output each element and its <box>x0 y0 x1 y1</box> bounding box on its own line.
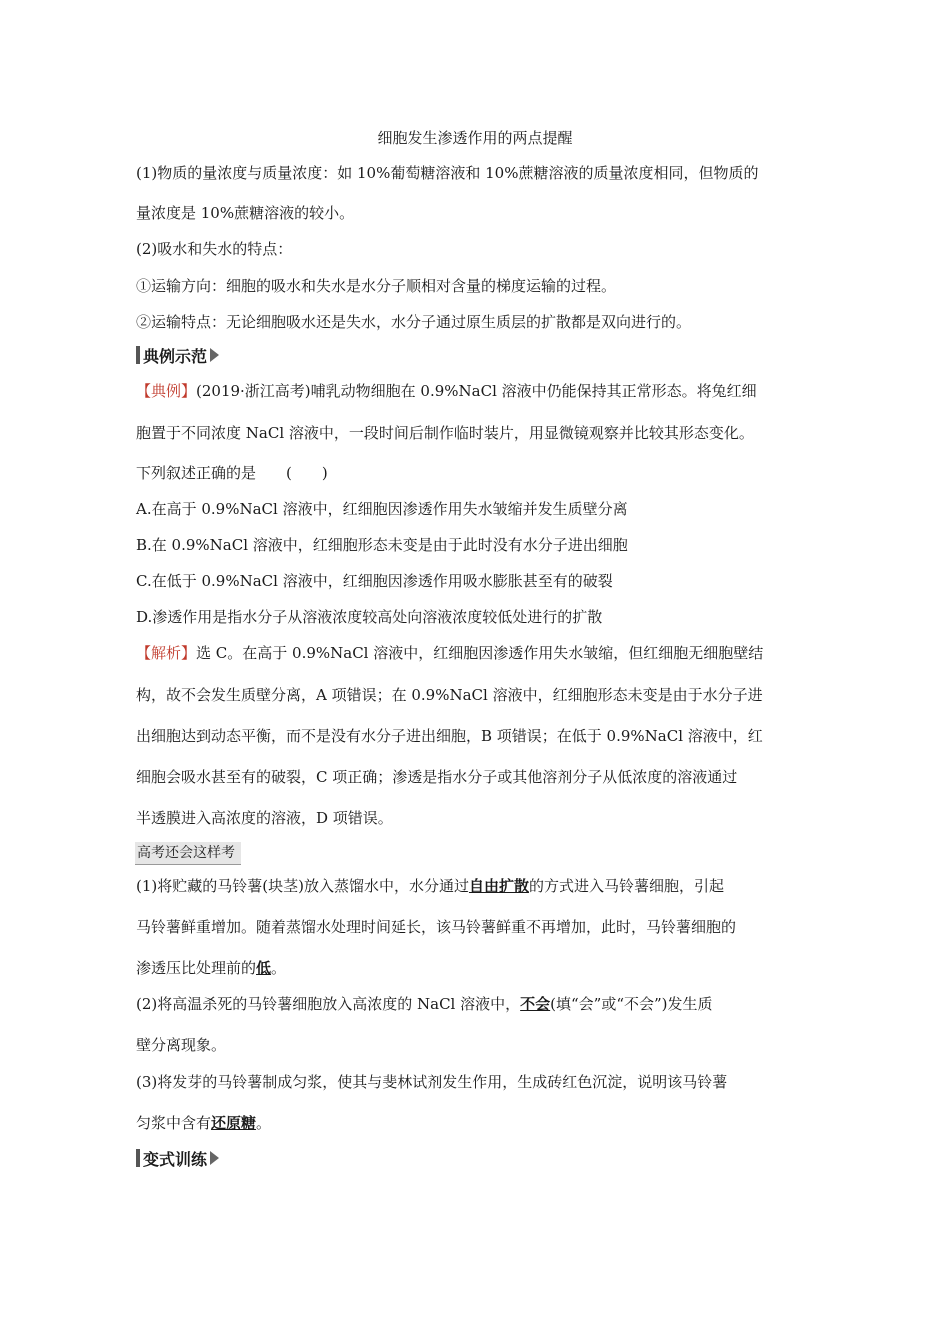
option-d: D.渗透作用是指水分子从溶液浓度较高处向溶液浓度较低处进行的扩散 <box>136 608 603 626</box>
exam-q1-line-3 <box>136 957 286 979</box>
option-b: B.在 0.9%NaCl 溶液中，红细胞形态未变是由于此时没有水分子进出细胞 <box>136 536 628 554</box>
analysis-text-1: 选 C。在高于 0.9%NaCl 溶液中，红细胞因渗透作用失水皱缩，但红细胞无细胞壁结 <box>196 644 764 662</box>
exam-q1-line-2: 马铃薯鲜重增加。随着蒸馏水处理时间延长，该马铃薯鲜重不再增加，此时，马铃薯细胞的 <box>136 918 737 936</box>
example-line-3: 下列叙述正确的是 ( ) <box>136 464 328 482</box>
analysis-line-5: 半透膜进入高浓度的溶液，D 项错误。 <box>136 809 393 827</box>
tag-bar <box>136 346 140 364</box>
analysis-label: 【解析】 <box>136 644 197 662</box>
page-title: 细胞发生渗透作用的两点提醒 <box>377 129 573 147</box>
example-text-1: (2019·浙江高考)哺乳动物细胞在 0.9%NaCl 溶液中仍能保持其正常形态。将兔红细 <box>196 382 757 400</box>
exam-q3-answer: 还原糖 <box>211 1114 257 1132</box>
section-tag-examples <box>136 345 219 365</box>
exam-q1-text-d: 。 <box>271 959 287 977</box>
option-c: C.在低于 0.9%NaCl 溶液中，红细胞因渗透作用吸水膨胀甚至有的破裂 <box>136 572 613 590</box>
section-tag-exam: 高考还会这样考 <box>135 842 241 865</box>
exam-q1-answer-2: 低 <box>256 959 272 977</box>
exam-q2-answer: 不会 <box>520 995 551 1013</box>
exam-q2-line-2: 壁分离现象。 <box>136 1036 227 1054</box>
tag-arrow-icon <box>210 1151 219 1165</box>
tip-2-heading: (2)吸水和失水的特点： <box>136 240 293 258</box>
exam-q1-answer-1: 自由扩散 <box>468 877 529 895</box>
exam-q3-line-1: (3)将发芽的马铃薯制成匀浆，使其与斐林试剂发生作用，生成砖红色沉淀，说明该马铃薯 <box>136 1073 728 1091</box>
exam-q1-line-1 <box>136 875 724 897</box>
exam-q1-text-b: 的方式进入马铃薯细胞，引起 <box>528 877 724 895</box>
example-line-2: 胞置于不同浓度 NaCl 溶液中，一段时间后制作临时装片，用显微镜观察并比较其形态变化。 <box>136 424 754 442</box>
exam-q1-text-a: (1)将贮藏的马铃薯(块茎)放入蒸馏水中，水分通过 <box>136 877 469 895</box>
tag-arrow-icon <box>210 348 219 362</box>
exam-q2-line-1 <box>136 993 713 1015</box>
example-line-1 <box>136 380 757 402</box>
analysis-line-1 <box>136 642 763 664</box>
exam-q2-text-b: (填“会”或“不会”)发生质 <box>550 995 713 1013</box>
analysis-line-3: 出细胞达到动态平衡，而不是没有水分子进出细胞，B 项错误；在低于 0.9%NaCl 溶液中，红 <box>136 727 763 745</box>
analysis-line-4: 细胞会吸水甚至有的破裂，C 项正确；渗透是指水分子或其他溶剂分子从低浓度的溶液通过 <box>136 768 738 786</box>
tag-bar <box>136 1149 140 1167</box>
option-a: A.在高于 0.9%NaCl 溶液中，红细胞因渗透作用失水皱缩并发生质壁分离 <box>136 500 628 518</box>
exam-q1-text-c: 渗透压比处理前的 <box>136 959 257 977</box>
tip-1-line-1: (1)物质的量浓度与质量浓度：如 10%葡萄糖溶液和 10%蔗糖溶液的质量浓度相同，但物质的 <box>136 164 759 182</box>
tip-2-item-b: ②运输特点：无论细胞吸水还是失水，水分子通过原生质层的扩散都是双向进行的。 <box>136 313 692 331</box>
analysis-line-2: 构，故不会发生质壁分离，A 项错误；在 0.9%NaCl 溶液中，红细胞形态未变是由于水分子进 <box>136 686 763 704</box>
tip-2-item-a: ①运输方向：细胞的吸水和失水是水分子顺相对含量的梯度运输的过程。 <box>136 277 617 295</box>
exam-q2-text-a: (2)将高温杀死的马铃薯细胞放入高浓度的 NaCl 溶液中， <box>136 995 521 1013</box>
exam-q3-text-b: 。 <box>256 1114 272 1132</box>
exam-q3-text-a: 匀浆中含有 <box>136 1114 212 1132</box>
example-label: 【典例】 <box>136 382 197 400</box>
exam-q3-line-2 <box>136 1112 271 1134</box>
section-tag-label: 典例示范 <box>143 346 208 366</box>
section-tag-variants <box>136 1148 219 1168</box>
tip-1-line-2: 量浓度是 10%蔗糖溶液的较小。 <box>136 204 355 222</box>
section-tag-label: 变式训练 <box>143 1149 208 1169</box>
